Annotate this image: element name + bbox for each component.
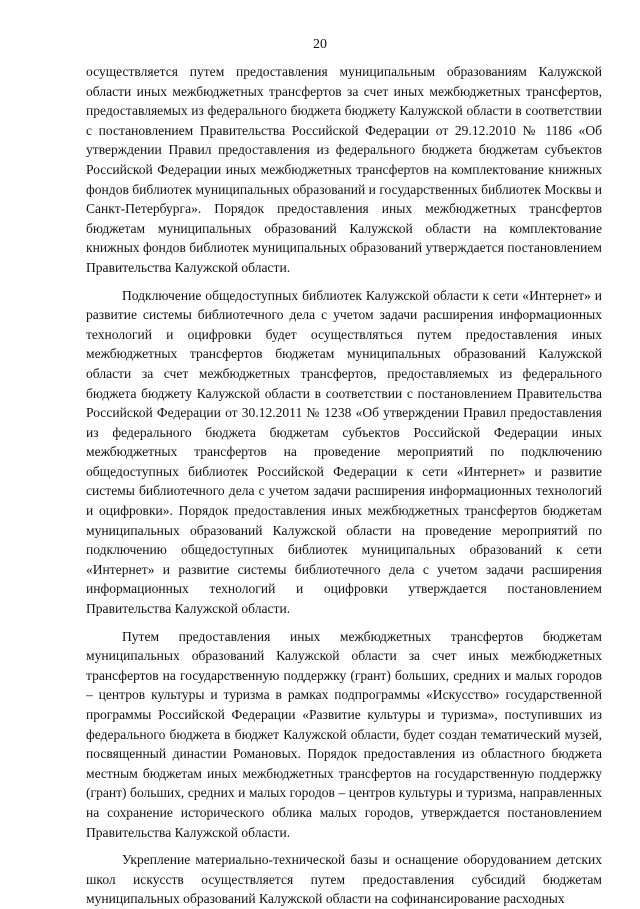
page-number: 20 <box>313 37 327 52</box>
paragraph-1: осуществляется путем предоставления муниципальным образованиям Калужской области иных межбюджетных трансфертов за счет иных межбюджетных трансфертов, предоставляемых из федерального бюджета бюджету Калужской области в соответствии с постановлением Правительства Российской Федерации от 29.12.2010 № 1186 «Об утверждении Правил предоставления из федерального бюджета бюджетам субъектов Российской Федерации иных межбюджетных трансфертов на комплектование книжных фондов библиотек муниципальных образований и государственных библиотек Москвы и Санкт-Петербурга». Порядок предоставления иных межбюджетных трансфертов бюджетам муниципальных образований Калужской области на комплектование книжных фондов библиотек муниципальных образований утверждается постановлением Правительства Калужской области. <box>86 64 602 275</box>
document-body <box>86 62 602 909</box>
paragraph-2: Подключение общедоступных библиотек Калужской области к сети «Интернет» и развитие системы библиотечного дела с учетом задачи расширения информационных технологий и оцифровки будет осуществляться путем предоставления иных межбюджетных трансфертов бюджетам муниципальных образований Калужской области за счет межбюджетных трансфертов, предоставляемых из федерального бюджета бюджету Калужской области в соответствии с постановлением Правительства Российской Федерации от 30.12.2011 № 1238 «Об утверждении Правил предоставления из федерального бюджета бюджетам субъектов Российской Федерации иных межбюджетных трансфертов на проведение мероприятий по подключению общедоступных библиотек Российской Федерации к сети «Интернет» и развитие системы библиотечного дела с учетом задачи расширения информационных технологий и оцифровки». Порядок предоставления иных межбюджетных трансфертов бюджетам муниципальных образований Калужской области на проведение мероприятий по подключению общедоступных библиотек муниципальных образований к сети «Интернет» и развитие системы библиотечного дела с учетом задачи расширения информационных технологий и оцифровки утверждается постановлением Правительства Калужской области. <box>86 287 602 617</box>
paragraph-4: Укрепление материально-технической базы и оснащение оборудованием детских школ искусств осуществляется путем предоставления субсидий бюджетам муниципальных образований Калужской области на софинансирование расходных <box>86 852 602 907</box>
paragraph-3: Путем предоставления иных межбюджетных трансфертов бюджетам муниципальных образований Калужской области за счет иных межбюджетных трансфертов на государственную поддержку (грант) больших, средних и малых городов – центров культуры и туризма в рамках подпрограммы «Искусство» государственной программы Российской Федерации «Развитие культуры и туризма», поступивших из федерального бюджета в бюджет Калужской области, будет создан тематический музей, посвященный династии Романовых. Порядок предоставления из областного бюджета местным бюджетам иных межбюджетных трансфертов на государственную поддержку (грант) больших, средних и малых городов – центров культуры и туризма, направленных на сохранение исторического облика малых городов, утверждается постановлением Правительства Калужской области. <box>86 628 602 840</box>
